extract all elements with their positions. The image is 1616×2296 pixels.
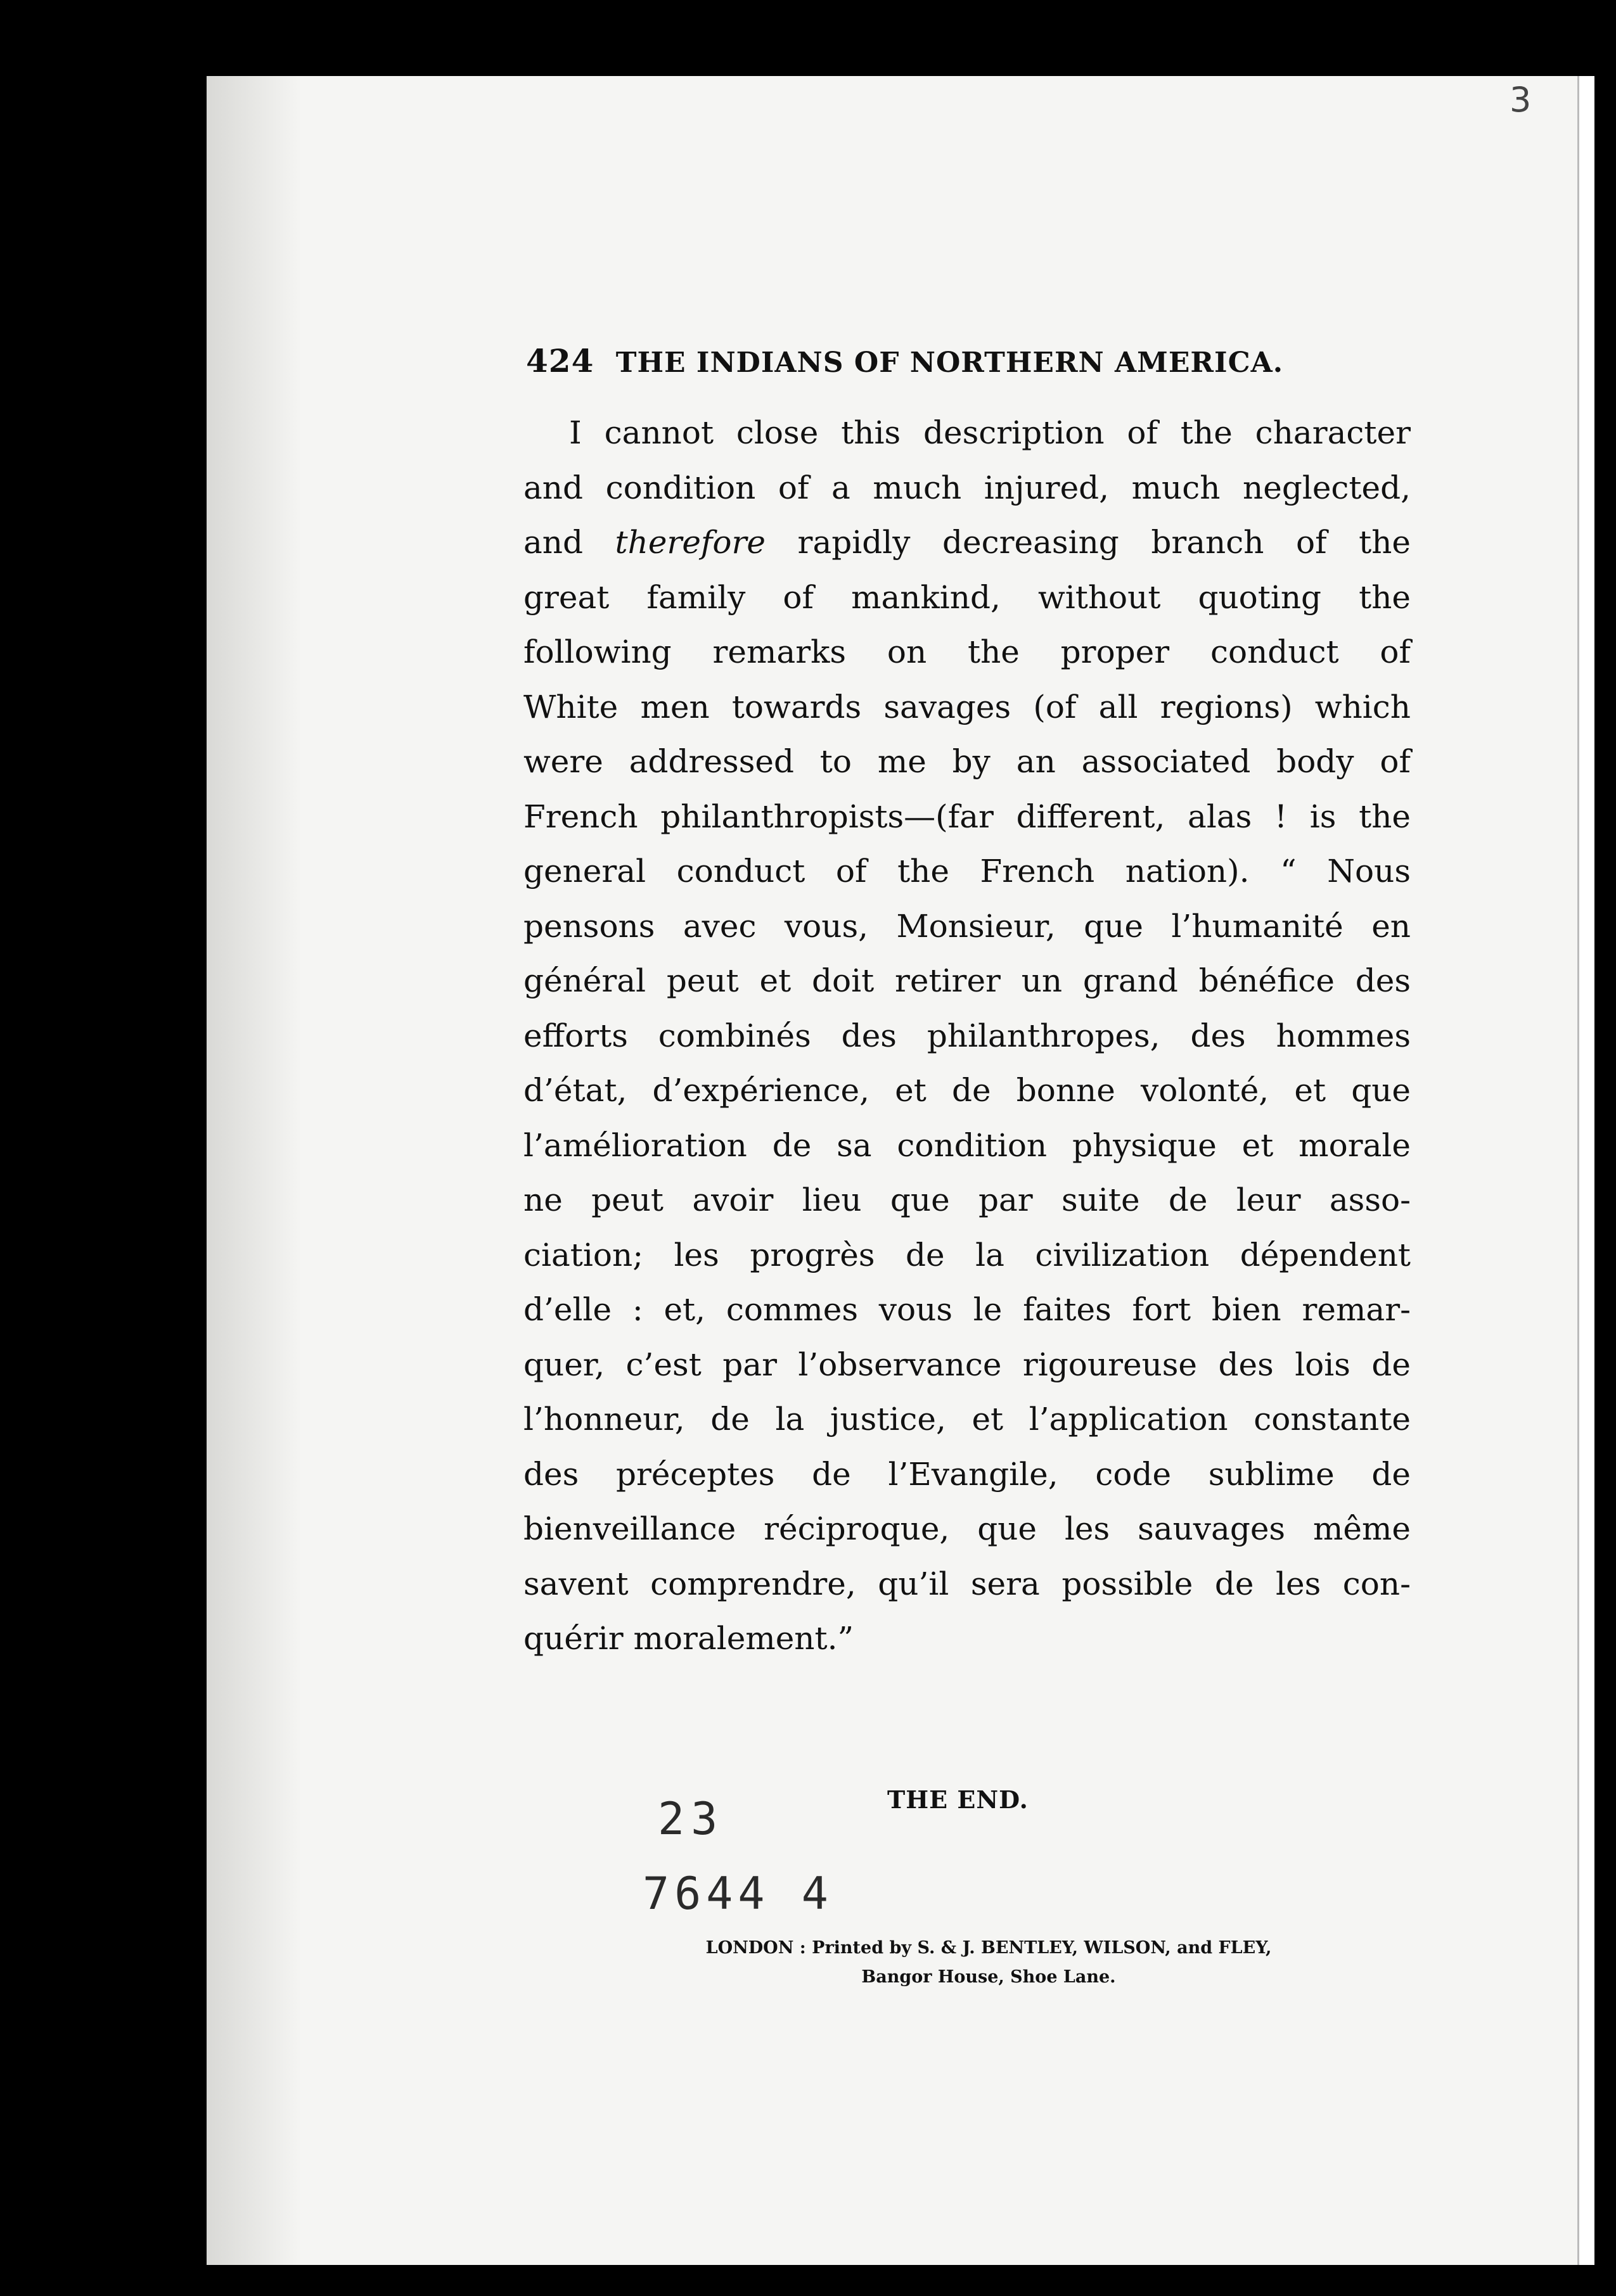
running-head bbox=[526, 342, 1413, 379]
running-head-title: THE INDIANS OF NORTHERN AMERICA. bbox=[615, 347, 1284, 379]
corner-pencil-mark: 3 bbox=[1510, 80, 1532, 120]
body-line: White men towards savages (of all regions) which bbox=[523, 688, 1411, 725]
body-line: French philanthropists—(far different, alas ! is the bbox=[523, 798, 1411, 835]
body-text bbox=[523, 405, 1411, 1666]
body-line: and condition of a much injured, much neglected, bbox=[523, 469, 1411, 506]
body-line: general conduct of the French nation). “ Nous bbox=[523, 853, 1411, 890]
library-stamp-bottom: 7644 4 bbox=[643, 1868, 833, 1920]
body-line: were addressed to me by an associated body of bbox=[523, 743, 1411, 780]
body-line: l’amélioration de sa condition physique et morale bbox=[523, 1126, 1411, 1164]
body-line: quérir moralement.” bbox=[523, 1620, 854, 1657]
italic-word: therefore bbox=[615, 524, 766, 561]
body-line: pensons avec vous, Monsieur, que l’humanité en bbox=[523, 907, 1411, 945]
printer-imprint bbox=[659, 1934, 1318, 1992]
imprint-line-1: LONDON : Printed by S. & J. BENTLEY, WILSON, and FLEY, bbox=[705, 1938, 1272, 1958]
body-line: bienveillance réciproque, que les sauvages même bbox=[523, 1510, 1411, 1547]
page-gutter-shadow bbox=[207, 76, 302, 2265]
body-line: efforts combinés des philanthropes, des hommes bbox=[523, 1017, 1411, 1054]
body-line: savent comprendre, qu’il sera possible de les con- bbox=[523, 1565, 1411, 1602]
body-line: des préceptes de l’Evangile, code sublime de bbox=[523, 1455, 1411, 1493]
body-line: d’état, d’expérience, et de bonne volonté, et que bbox=[523, 1072, 1411, 1109]
body-line: great family of mankind, without quoting the bbox=[523, 578, 1411, 616]
body-line: l’honneur, de la justice, et l’application constante bbox=[523, 1401, 1411, 1438]
imprint-line-2: Bangor House, Shoe Lane. bbox=[861, 1967, 1116, 1987]
body-line: d’elle : et, commes vous le faites fort bien remar- bbox=[523, 1291, 1411, 1328]
body-line: ciation; les progrès de la civilization dépendent bbox=[523, 1236, 1411, 1273]
page-number: 424 bbox=[526, 342, 594, 379]
body-line: ne peut avoir lieu que par suite de leur asso- bbox=[523, 1182, 1411, 1218]
body-line: and therefore rapidly decreasing branch of the bbox=[523, 524, 1411, 561]
the-end-heading: THE END. bbox=[887, 1785, 1029, 1814]
body-line: général peut et doit retirer un grand bénéfice des bbox=[523, 962, 1411, 999]
page-edge bbox=[1577, 76, 1594, 2265]
body-line: following remarks on the proper conduct of bbox=[523, 634, 1411, 670]
body-line: I cannot close this description of the character bbox=[569, 414, 1411, 451]
library-stamp-top: 23 bbox=[658, 1793, 724, 1845]
body-line: quer, c’est par l’observance rigoureuse des lois de bbox=[523, 1346, 1411, 1383]
